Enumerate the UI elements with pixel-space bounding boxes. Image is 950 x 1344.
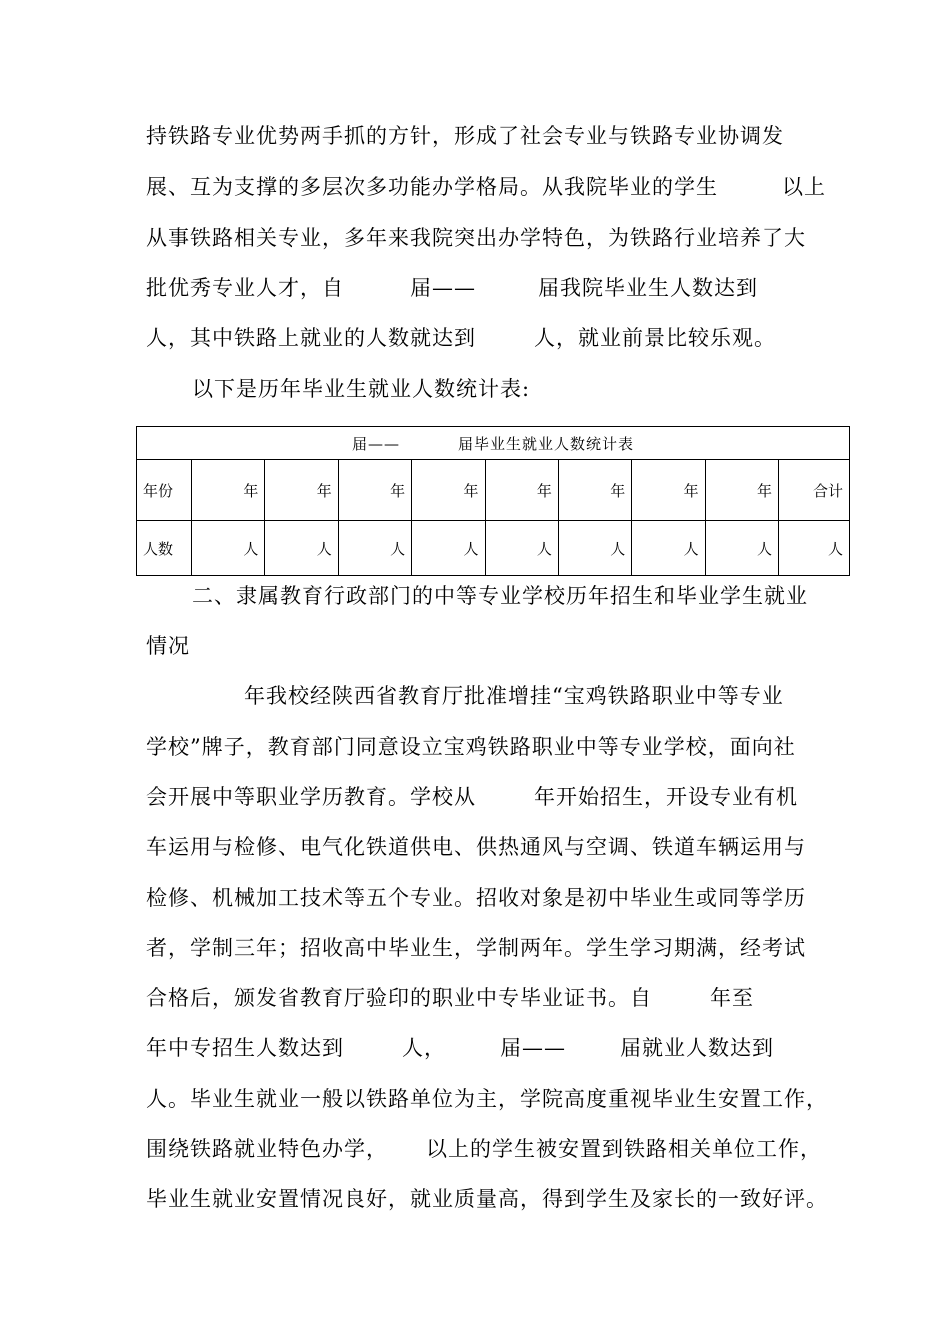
total-cell: 合计 bbox=[779, 460, 850, 521]
row-label: 人数 bbox=[137, 521, 192, 576]
count-cell: 人 bbox=[192, 521, 265, 576]
count-cell: 人 bbox=[705, 521, 778, 576]
table-row bbox=[137, 460, 850, 521]
text: 年开始招生，开设专业有机 bbox=[534, 785, 798, 809]
count-cell: 人 bbox=[632, 521, 705, 576]
text: 年至 bbox=[710, 986, 754, 1010]
paragraph-line bbox=[192, 375, 530, 403]
table-caption bbox=[137, 427, 850, 460]
paragraph-line bbox=[146, 1085, 828, 1113]
section-heading bbox=[146, 632, 190, 660]
year-cell: 年 bbox=[192, 460, 265, 521]
text: 人，其中铁路上就业的人数就达到 bbox=[146, 326, 476, 350]
count-cell: 人 bbox=[558, 521, 631, 576]
paragraph-line bbox=[146, 1185, 828, 1213]
paragraph-line bbox=[146, 324, 776, 352]
count-cell: 人 bbox=[485, 521, 558, 576]
caption-part: 届—— bbox=[351, 434, 400, 453]
count-cell: 人 bbox=[779, 521, 850, 576]
text: 毕业生就业安置情况良好，就业质量高，得到学生及家长的一致好评。 bbox=[146, 1187, 828, 1211]
year-cell: 年 bbox=[485, 460, 558, 521]
text: 者，学制三年；招收高中毕业生，学制两年。学生学习期满，经考试 bbox=[146, 936, 806, 960]
text: 届—— bbox=[410, 276, 476, 300]
text: 合格后，颁发省教育厅验印的职业中专毕业证书。自 bbox=[146, 986, 652, 1010]
row-label: 年份 bbox=[137, 460, 192, 521]
paragraph-line bbox=[146, 783, 798, 811]
statistics-table bbox=[136, 426, 850, 576]
text: 学校”牌子，教育部门同意设立宝鸡铁路职业中等专业学校，面向社 bbox=[146, 735, 796, 759]
year-cell: 年 bbox=[265, 460, 338, 521]
text: 届就业人数达到 bbox=[620, 1036, 774, 1060]
text: 检修、机械加工技术等五个专业。招收对象是初中毕业生或同等学历 bbox=[146, 886, 806, 910]
text: 围绕铁路就业特色办学， bbox=[146, 1137, 388, 1161]
text: 持铁路专业优势两手抓的方针，形成了社会专业与铁路专业协调发 bbox=[146, 124, 784, 148]
paragraph-line bbox=[146, 733, 796, 761]
text: 届我院毕业生人数达到 bbox=[538, 276, 758, 300]
count-cell: 人 bbox=[412, 521, 485, 576]
paragraph-line bbox=[146, 224, 806, 252]
year-cell: 年 bbox=[558, 460, 631, 521]
text: 人。毕业生就业一般以铁路单位为主，学院高度重视毕业生安置工作， bbox=[146, 1087, 828, 1111]
paragraph-line bbox=[146, 122, 784, 150]
paragraph-line bbox=[146, 1034, 774, 1062]
caption-part: 届毕业生就业人数统计表 bbox=[458, 434, 635, 453]
paragraph-line bbox=[244, 682, 784, 710]
paragraph-line bbox=[146, 274, 758, 302]
text: 展、互为支撑的多层次多功能办学格局。从我院毕业的学生 bbox=[146, 175, 718, 199]
text: 届—— bbox=[500, 1036, 566, 1060]
text: 年中专招生人数达到 bbox=[146, 1036, 344, 1060]
count-cell: 人 bbox=[338, 521, 411, 576]
text: 人，就业前景比较乐观。 bbox=[534, 326, 776, 350]
year-cell: 年 bbox=[412, 460, 485, 521]
text: 以上的学生被安置到铁路相关单位工作， bbox=[426, 1137, 822, 1161]
text: 会开展中等职业学历教育。学校从 bbox=[146, 785, 476, 809]
count-cell: 人 bbox=[265, 521, 338, 576]
text: 以下是历年毕业生就业人数统计表: bbox=[192, 377, 531, 401]
text: 二、隶属教育行政部门的中等专业学校历年招生和毕业学生就业 bbox=[192, 584, 808, 608]
table-row bbox=[137, 521, 850, 576]
text: 批优秀专业人才，自 bbox=[146, 276, 344, 300]
paragraph-line bbox=[146, 984, 754, 1012]
section-heading bbox=[192, 582, 808, 610]
year-cell: 年 bbox=[705, 460, 778, 521]
year-cell: 年 bbox=[338, 460, 411, 521]
text: 情况 bbox=[146, 634, 190, 658]
text: 年我校经陕西省教育厅批准增挂“宝鸡铁路职业中等专业 bbox=[244, 684, 784, 708]
paragraph-line bbox=[146, 833, 806, 861]
text: 以上 bbox=[782, 175, 826, 199]
text: 从事铁路相关专业，多年来我院突出办学特色，为铁路行业培养了大 bbox=[146, 226, 806, 250]
text: 车运用与检修、电气化铁道供电、供热通风与空调、铁道车辆运用与 bbox=[146, 835, 806, 859]
paragraph-line bbox=[146, 884, 806, 912]
paragraph-line bbox=[146, 934, 806, 962]
year-cell: 年 bbox=[632, 460, 705, 521]
paragraph-line bbox=[146, 173, 826, 201]
text: 人， bbox=[402, 1036, 446, 1060]
paragraph-line bbox=[146, 1135, 822, 1163]
